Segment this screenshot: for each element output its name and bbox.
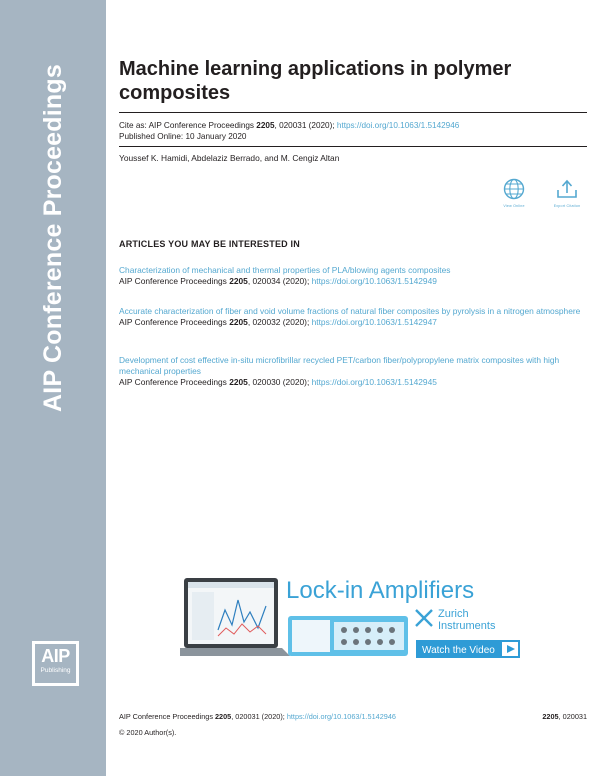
related-articles-heading: ARTICLES YOU MAY BE INTERESTED IN [119, 239, 300, 249]
export-citation-label: Export Citation [553, 204, 581, 208]
paper-title: Machine learning applications in polymer composites [119, 58, 512, 104]
related-article-title[interactable]: Development of cost effective in-situ microfibrillar recycled PET/carbon fiber/polypropylene matrix composites with high mechanical properties [119, 355, 560, 376]
authors: Youssef K. Hamidi, Abdelaziz Berrado, and M. Cengiz Altan [119, 153, 340, 163]
related-article [119, 355, 589, 388]
doi-link[interactable]: https://doi.org/10.1063/1.5142946 [336, 121, 460, 130]
related-article-citation: AIP Conference Proceedings 2205, 020032 (2020); https://doi.org/10.1063/1.5142947 [119, 317, 437, 327]
advertisement-banner[interactable] [180, 570, 536, 690]
ad-brand-line1: Zurich [438, 608, 469, 620]
logo-line2: Publishing [40, 667, 71, 674]
zurich-instruments-logo-icon [416, 610, 432, 626]
related-article-title[interactable]: Characterization of mechanical and thermal properties of PLA/blowing agents composites [119, 265, 451, 275]
related-article-citation: AIP Conference Proceedings 2205, 020030 (2020); https://doi.org/10.1063/1.5142945 [119, 377, 437, 387]
ad-headline: Lock-in Amplifiers [286, 577, 475, 604]
copyright: © 2020 Author(s). [119, 728, 177, 737]
related-article [119, 265, 589, 287]
footer-doi-link[interactable]: https://doi.org/10.1063/1.5142946 [286, 712, 396, 721]
related-article-doi[interactable]: https://doi.org/10.1063/1.5142947 [311, 317, 437, 327]
sidebar [0, 0, 106, 776]
published-date: Published Online: 10 January 2020 [119, 132, 247, 141]
related-article [119, 306, 589, 328]
related-article-title[interactable]: Accurate characterization of fiber and void volume fractions of natural fiber composites by pyrolysis in a nitrogen atmosphere [119, 306, 581, 316]
ad-illustration [180, 570, 536, 690]
watch-video-label: Watch the Video [422, 645, 495, 656]
journal-name: AIP Conference Proceedings [39, 64, 67, 412]
footer-citation: AIP Conference Proceedings 2205, 020031 (2020); https://doi.org/10.1063/1.5142946 [119, 712, 396, 721]
title-divider [119, 112, 587, 113]
meta-divider [119, 146, 587, 147]
view-online-button[interactable] [491, 178, 537, 208]
related-article-citation: AIP Conference Proceedings 2205, 020034 (2020); https://doi.org/10.1063/1.5142949 [119, 276, 437, 286]
ad-brand-line2: Instruments [438, 620, 496, 632]
logo-line1: AIP [41, 646, 70, 666]
cite-line: Cite as: AIP Conference Proceedings 2205, 020031 (2020); https://doi.org/10.1063/1.5142946 [119, 121, 460, 130]
related-article-doi[interactable]: https://doi.org/10.1063/1.5142949 [311, 276, 437, 286]
export-citation-icon [555, 178, 579, 200]
related-article-doi[interactable]: https://doi.org/10.1063/1.5142945 [311, 377, 437, 387]
globe-icon [503, 178, 525, 200]
page-identifier: 2205, 020031 [542, 712, 587, 721]
laptop-icon [180, 578, 290, 656]
export-citation-button[interactable] [544, 178, 590, 208]
aip-publishing-logo[interactable] [32, 641, 79, 686]
view-online-label: View Online [503, 204, 525, 208]
lock-in-amplifier-device-icon [288, 616, 408, 656]
